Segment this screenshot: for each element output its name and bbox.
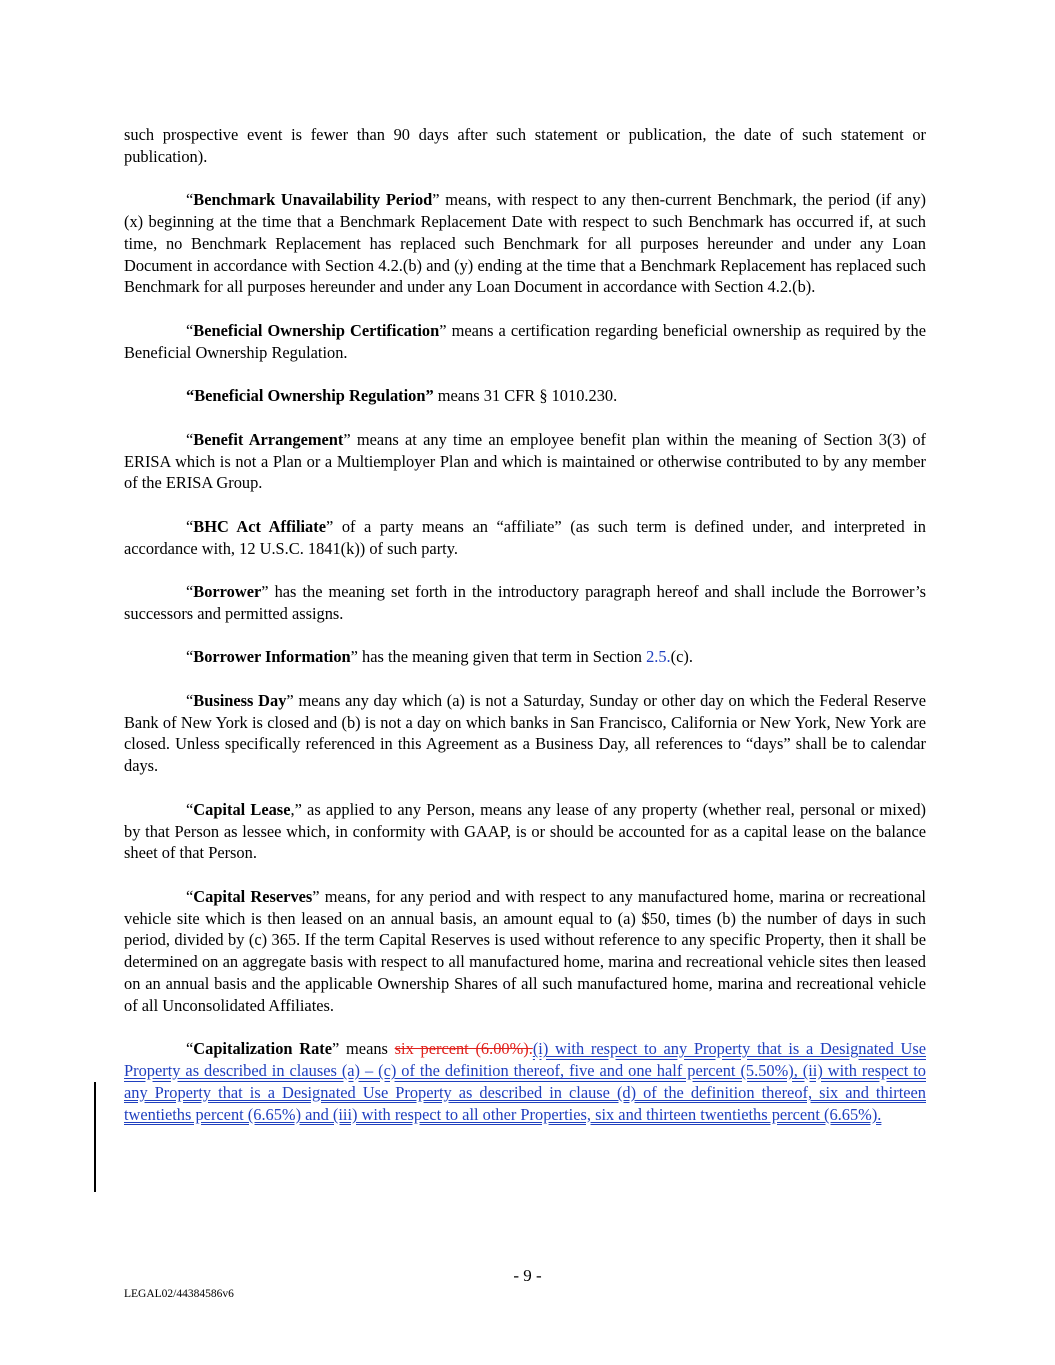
defined-term: Capitalization Rate — [193, 1039, 333, 1059]
definition-text: means at any time an employee benefit plan within the meaning of Section 3(3) of ERISA which is not a Plan or a Multiemployer Plan and which is maintained or otherwise contributed to by any member of the ERISA Group. — [124, 429, 926, 493]
definition-borrower-information: “Borrower Information” has the meaning given that term in Section 2.5.(c). — [186, 647, 693, 667]
definition-benefit-arrangement: “Benefit Arrangement” means at any time an employee benefit plan within the meaning of Section 3(3) of ERISA which is not a Plan or a Multiemployer Plan and which is maintained or otherwise contributed to by any member of the ERISA Group. — [124, 429, 926, 493]
defined-term: “Beneficial Ownership Regulation” — [186, 386, 434, 406]
definition-text: means — [339, 1039, 395, 1059]
definition-text: means 31 CFR § 1010.230. — [433, 386, 618, 406]
definition-borrower: “Borrower” has the meaning set forth in the introductory paragraph hereof and shall include the Borrower’s successors and permitted assigns. — [124, 582, 926, 623]
definition-beneficial-ownership-certification: “Beneficial Ownership Certification” means a certification regarding beneficial ownership as required by the Beneficial Ownership Regulation. — [124, 320, 926, 362]
definition-bhc-act-affiliate: “BHC Act Affiliate” of a party means an “affiliate” (as such term is defined under, and interpreted in accordance with, 12 U.S.C. 1841(k)) of such party. — [124, 516, 927, 558]
definition-text: has the meaning given that term in Section — [357, 647, 647, 667]
definition-text: ,” as applied to any Person, means any lease of any property (whether real, personal or mixed) by that Person as lessee which, in conformity with GAAP, is or should be accounted for as a capital lease on the balance sheet of that Person. — [124, 799, 926, 863]
defined-term: Capital Lease — [193, 799, 291, 819]
definition-capital-reserves: “Capital Reserves” means, for any period and with respect to any manufactured home, marina or recreational vehicle site which is then leased on an annual basis, an amount equal to (a) $50, times (b) the number of days in such period, divided by (c) 365. If the term Capital Reserves is used without reference to any specific Property, then it shall be determined on an aggregate basis with respect to all manufactured home, marina and recreational vehicle sites then leased on an annual basis and the applicable Ownership Shares of all such manufactured home, marina and recreational vehicle of all Unconsolidated Affiliates. — [124, 886, 926, 1015]
defined-term: Borrower — [193, 582, 262, 602]
deleted-text-redline: six percent (6.00%). — [394, 1039, 533, 1059]
document-body — [124, 124, 926, 1125]
definition-capitalization-rate: “Capitalization Rate” means six percent (6.00%).(i) with respect to any Property that is a Designated Use Property as described in clauses (a) – (c) of the definition thereof, five and one half percent (5.50%), (ii) with respect to any Property that is a Designated Use Property as described in clause (d) of the definition thereof, six and thirteen twentieths percent (6.65%) and (iii) with respect to all other Properties, six and thirteen twentieths percent (6.65%). — [124, 1039, 926, 1124]
defined-term: Borrower Information — [193, 647, 351, 667]
defined-term: Business Day — [193, 690, 287, 710]
definition-benchmark-unavailability-period: “Benchmark Unavailability Period” means, with respect to any then-current Benchmark, the period (if any) (x) beginning at the time that a Benchmark Replacement Date with respect to such Benchmark has occurred if, at such time, no Benchmark Replacement has replaced such Benchmark for all purposes hereunder and under any Loan Document in accordance with Section 4.2.(b) and (y) ending at the time that a Benchmark Replacement has replaced such Benchmark for all purposes hereunder and under any Loan Document in accordance with Section 4.2.(b). — [124, 190, 926, 297]
definition-business-day: “Business Day” means any day which (a) is not a Saturday, Sunday or other day on which the Federal Reserve Bank of New York is closed and (b) is not a day on which banks in San Francisco, California or New York, New York are closed. Unless specifically referenced in this Agreement as a Business Day, all references to “days” shall be to calendar days. — [124, 690, 926, 776]
defined-term: Benchmark Unavailability Period — [193, 190, 433, 210]
definition-text: means, with respect to any then-current Benchmark, the period (if any) (x) beginning at the time that a Benchmark Replacement Date with respect to such Benchmark has occurred if, at such time, no Benchmark Replacement has replaced such Benchmark for all purposes hereunder and under any Loan Document in accordance with Section 4.2.(b) and (y) ending at the time that a Benchmark Replacement has replaced such Benchmark for all purposes hereunder and under any Loan Document in accordance with Section 4.2.(b). — [124, 190, 926, 297]
definition-text: of a party means an “affiliate” (as such term is defined under, and interpreted in accordance with, 12 U.S.C. 1841(k)) of such party. — [124, 516, 927, 558]
document-id: LEGAL02/44384586v6 — [124, 1288, 234, 1300]
definition-text: has the meaning set forth in the introductory paragraph hereof and shall include the Borrower’s successors and permitted assigns. — [124, 582, 926, 623]
section-cross-reference-link[interactable]: 2.5. — [646, 647, 671, 667]
inserted-text-redline: (i) with respect to any Property that is a Designated Use Property as described in clauses (a) – (c) of the definition thereof, five and one half percent (5.50%), (ii) with respect to any Property that is a Designated Use Property as described in clause (d) of the definition thereof, six and thirteen twentieths percent (6.65%) and (iii) with respect to all other Properties, six and thirteen twentieths percent (6.65%). — [124, 1039, 926, 1124]
defined-term: Beneficial Ownership Certification — [193, 320, 440, 340]
defined-term: Benefit Arrangement — [193, 429, 344, 449]
revision-change-bar — [94, 1082, 96, 1192]
defined-term: Capital Reserves — [193, 886, 313, 906]
defined-term: BHC Act Affiliate — [193, 516, 326, 536]
definition-text: means any day which (a) is not a Saturday, Sunday or other day on which the Federal Reserve Bank of New York is closed and (b) is not a day on which banks in San Francisco, California or New York, New York are closed. Unless specifically referenced in this Agreement as a Business Day, all references to “days” shall be to calendar days. — [124, 690, 926, 776]
definition-beneficial-ownership-regulation — [124, 385, 926, 407]
definition-text: means a certification regarding beneficial ownership as required by the Beneficial Ownership Regulation. — [124, 320, 926, 362]
page-number: - 9 - — [513, 1266, 542, 1285]
intro-paragraph: such prospective event is fewer than 90 days after such statement or publication, the date of such statement or publication). — [124, 125, 926, 166]
definition-text: means, for any period and with respect to any manufactured home, marina or recreational vehicle site which is then leased on an annual basis, an amount equal to (a) $50, times (b) the number of days in such period, divided by (c) 365. If the term Capital Reserves is used without reference to any specific Property, then it shall be determined on an aggregate basis with respect to all manufactured home, marina and recreational vehicle sites then leased on an annual basis and the applicable Ownership Shares of all such manufactured home, marina and recreational vehicle of all Unconsolidated Affiliates. — [124, 886, 926, 1015]
definition-capital-lease: “Capital Lease,” as applied to any Person, means any lease of any property (whether real, personal or mixed) by that Person as lessee which, in conformity with GAAP, is or should be accounted for as a capital lease on the balance sheet of that Person. — [124, 799, 926, 863]
